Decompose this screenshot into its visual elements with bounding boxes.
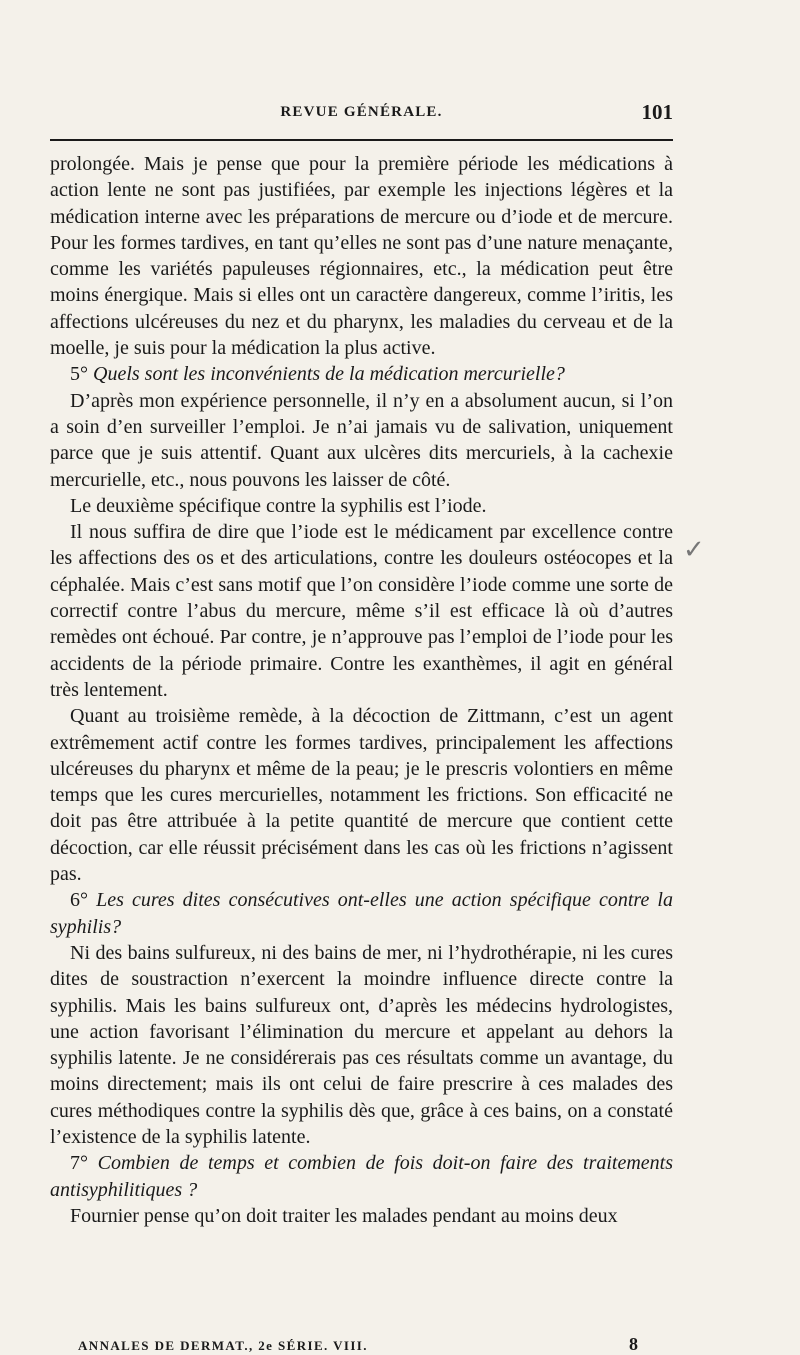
question-5	[50, 361, 673, 387]
page-header	[50, 100, 673, 130]
question-number: 7°	[70, 1152, 88, 1175]
paragraph: Ni des bains sulfureux, ni des bains de mer, ni l’hydrothérapie, ni les cures dites de soustraction n’exercent la moindre influence directe contre la syphilis. Mais les bains sulfureux ont, d’après les médecins hydrologistes, une action favorisant l’élimination du mercure et appelant au dehors la syphilis latente. Je ne considérerais pas ces résultats comme un avantage, du moins directement; mais ils ont celui de faire prescrire à ces malades des cures méthodiques contre la syphilis dès que, grâce à ces bains, on a constaté l’existence de la syphilis latente.	[50, 941, 673, 1148]
paragraph: Fournier pense qu’on doit traiter les malades pendant au moins deux	[70, 1204, 618, 1227]
question-number: 5°	[70, 363, 88, 386]
sheet-number: 8	[629, 1334, 638, 1354]
paragraph: prolongée. Mais je pense que pour la première période les médications à action lente ne sont pas justifiées, par exemple les injections légères et la médication interne avec les préparations de mercure ou d’iode et de mercure. Pour les formes tardives, en tant qu’elles ne sont pas d’une nature menaçante, comme les variétés papuleuses régionnaires, etc., la médication peut être moins énergique. Mais si elles ont un caractère dangereux, comme l’iritis, les affections ulcéreuses du nez et du pharynx, les maladies du cerveau et de la moelle, je suis pour la médication la plus active.	[50, 153, 673, 360]
question-text: Les cures dites consécutives ont-elles une action spécifique contre la syphilis?	[50, 889, 673, 938]
question-6	[50, 887, 673, 940]
page-number: 101	[641, 100, 673, 124]
question-7	[50, 1150, 673, 1203]
running-title: REVUE GÉNÉRALE.	[280, 104, 443, 120]
signature-line: ANNALES DE DERMAT., 2e SÉRIE. VIII.	[78, 1338, 368, 1353]
paragraph: D’après mon expérience personnelle, il n’y en a absolument aucun, si l’on a soin d’en surveiller l’emploi. Je n’ai jamais vu de salivation, uniquement parce que je suis attentif. Quant aux ulcères dits mercuriels, à la cachexie mercurielle, etc., nous pouvons les laisser de côté.	[50, 389, 673, 491]
margin-check-mark: ✓	[683, 535, 705, 565]
paragraph: Le deuxième spécifique contre la syphilis est l’iode.	[70, 494, 487, 517]
paragraph: Il nous suffira de dire que l’iode est le médicament par excellence contre les affections des os et des articulations, contre les douleurs ostéocopes et la céphalée. Mais c’est sans motif que l’on considère l’iode comme une sorte de correctif contre l’abus du mercure, même s’il est efficace là où d’autres remèdes ont échoué. Par contre, je n’approuve pas l’emploi de l’iode pour les accidents de la période primaire. Contre les exanthèmes, il agit en général très lentement.	[50, 521, 673, 701]
page-footer	[78, 1334, 638, 1354]
header-rule	[50, 139, 673, 141]
question-text: Quels sont les inconvénients de la médication mercurielle?	[93, 363, 565, 386]
paragraph: Quant au troisième remède, à la décoction de Zittmann, c’est un agent extrêmement actif contre les formes tardives, principalement les affections ulcéreuses du pharynx et même de la peau; je le prescris volontiers en même temps que les cures mercurielles, notamment les frictions. Son efficacité ne doit pas être attribuée à la petite quantité de mercure que contient cette décoction, car elle réussit précisément dans les cas où les frictions n’agissent pas.	[50, 705, 673, 886]
question-text: Combien de temps et combien de fois doit-on faire des traitements antisyphilitiques ?	[50, 1152, 674, 1201]
question-number: 6°	[70, 889, 88, 912]
body-text	[50, 151, 673, 1229]
